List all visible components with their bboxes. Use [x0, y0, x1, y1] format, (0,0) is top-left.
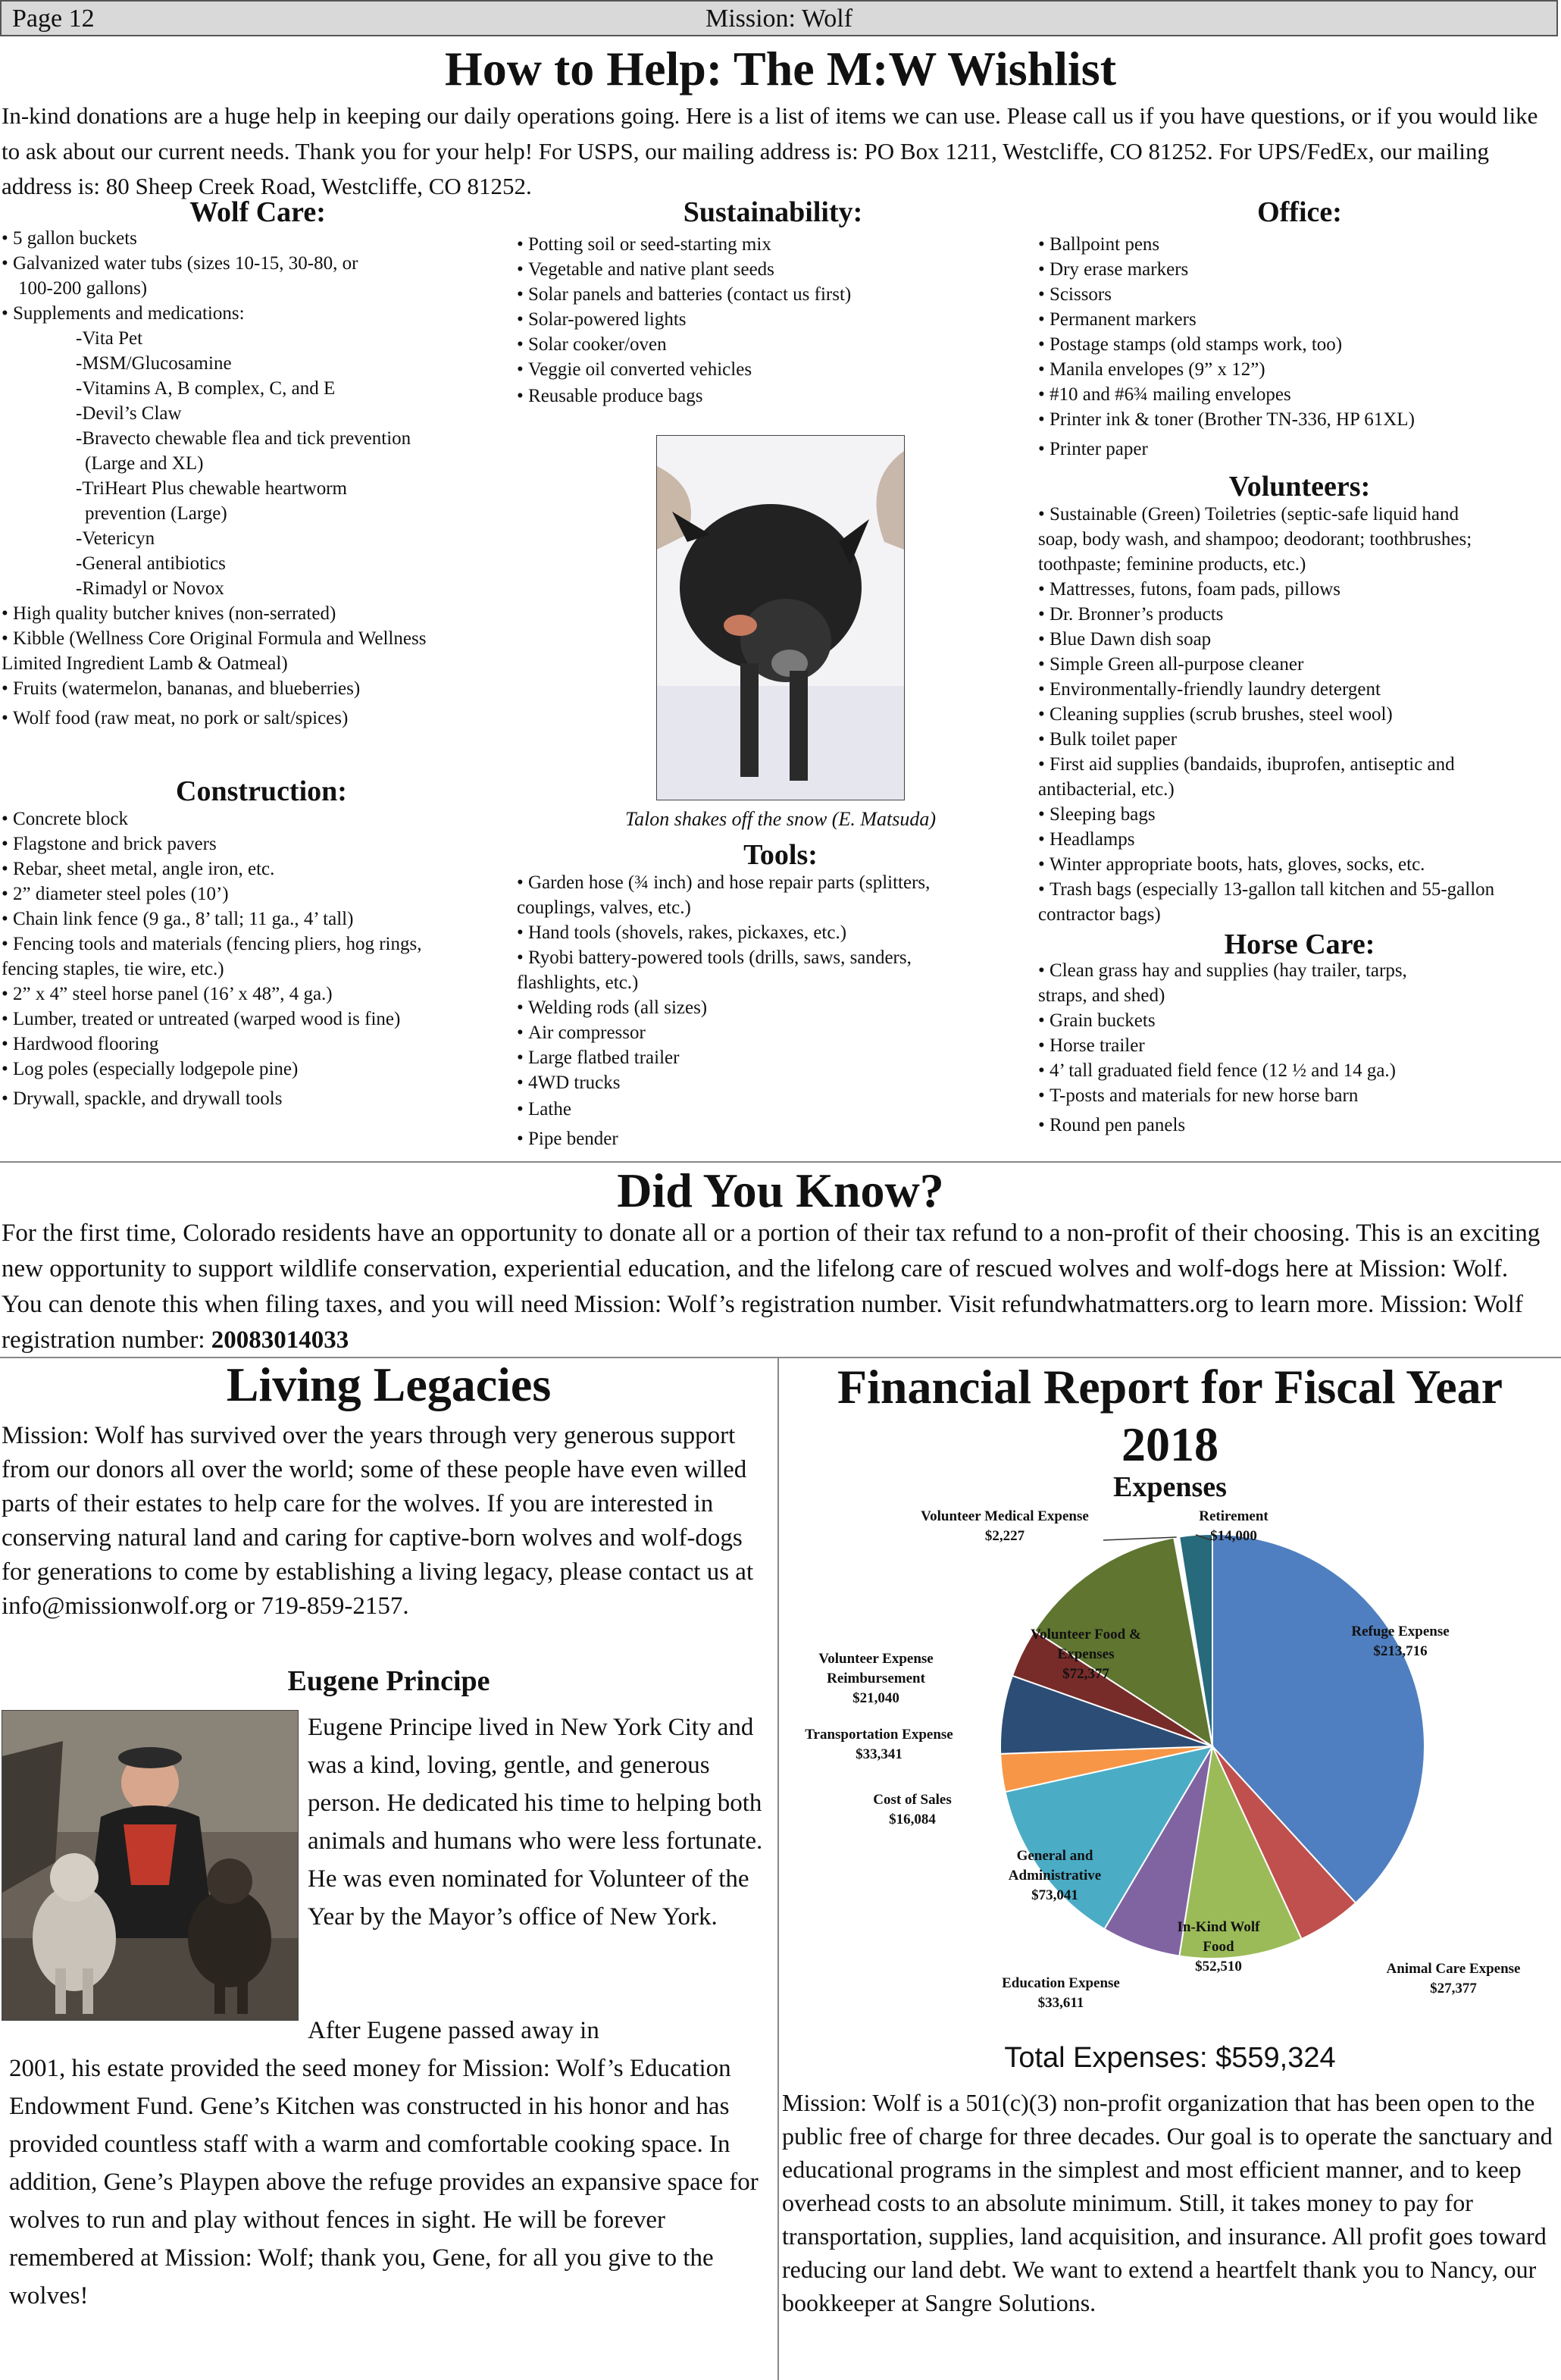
sustainability-title: Sustainability: [683, 196, 863, 228]
list-item: • Blue Dawn dish soap [1038, 627, 1561, 652]
list-item: • Clean grass hay and supplies (hay trailer, tarps, [1038, 958, 1561, 983]
list-item: contractor bags) [1038, 904, 1161, 925]
list-item: -Devil’s Claw [76, 403, 182, 424]
list-item: -General antibiotics [76, 553, 226, 574]
slice-category-label: Retirement [1199, 1508, 1269, 1524]
list-item: • Horse trailer [1038, 1033, 1561, 1058]
horse-care-list [1038, 958, 1561, 1138]
slice-category-label: Refuge Expense [1351, 1624, 1450, 1639]
wishlist-title: How to Help: The M:W Wishlist [444, 42, 1117, 96]
list-item: • Postage stamps (old stamps work, too) [1038, 332, 1561, 357]
did-you-know-title: Did You Know? [617, 1163, 944, 1217]
slice-category-label: Cost of Sales [873, 1792, 952, 1808]
list-item: • Rebar, sheet metal, angle iron, etc. [2, 856, 517, 882]
list-item: • Grain buckets [1038, 1008, 1561, 1033]
slice-value-label: $52,510 [1195, 1959, 1242, 1974]
list-item: • Manila envelopes (9” x 12”) [1038, 357, 1561, 382]
list-item: • Fruits (watermelon, bananas, and blueberries) [2, 676, 517, 701]
office-title: Office: [1257, 196, 1342, 228]
list-item: (Large and XL) [85, 453, 204, 474]
list-item: • Wolf food (raw meat, no pork or salt/spices) [2, 706, 517, 731]
list-item: -Rimadyl or Novox [76, 578, 224, 599]
eugene-paragraph-2: 2001, his estate provided the seed money for Mission: Wolf’s Education Endowment Fund. Gene’s Kitchen was constructed in his honor and has provided countless staff with a warm and comfortable cooking space. In addition, Gene’s Playpen above the refuge provides an expansive space for wolves to run and play without fences in sight. He will be forever remembered at Mission: Wolf; thank you, Gene, for all you give to the wolves! [9, 2055, 759, 2310]
slice-category-label: Volunteer Expense [818, 1651, 934, 1667]
list-item: • Mattresses, futons, foam pads, pillows [1038, 577, 1561, 602]
list-item: • Sleeping bags [1038, 802, 1561, 827]
financial-text: Mission: Wolf is a 501(c)(3) non-profit organization that has been open to the public free of charge for three decades. Our goal is to operate the sanctuary and educational programs in the simplest and most efficient manner, and to keep overhead costs to an absolute minimum. Still, it takes money to pay for transportation, supplies, land acquisition, and insurance. All profit goes toward reducing our land debt. We want to extend a heartfelt thank you to Nancy, our bookkeeper at Sangre Solutions. [782, 2089, 1553, 2316]
list-item: • Simple Green all-purpose cleaner [1038, 652, 1561, 677]
list-item: -TriHeart Plus chewable heartworm [76, 478, 348, 499]
slice-value-label: $16,084 [889, 1812, 936, 1827]
construction-list [2, 806, 517, 1111]
slice-category-label: Administrative [1008, 1868, 1102, 1884]
list-item: • Air compressor [517, 1020, 1032, 1045]
list-item: • 5 gallon buckets [2, 226, 517, 251]
volunteers-title: Volunteers: [1228, 471, 1371, 503]
list-item: • Solar panels and batteries (contact us first) [517, 282, 1032, 307]
sustainability-list [517, 232, 1032, 409]
list-item: • Large flatbed trailer [517, 1045, 1032, 1070]
list-item: -Vitamins A, B complex, C, and E [76, 378, 336, 399]
slice-value-label: $2,227 [984, 1528, 1025, 1544]
list-item: • Hand tools (shovels, rakes, pickaxes, etc.) [517, 920, 1032, 945]
list-item: • #10 and #6¾ mailing envelopes [1038, 382, 1561, 407]
financial-title-line2: 2018 [1121, 1417, 1218, 1471]
photo-caption: Talon shakes off the snow (E. Matsuda) [625, 808, 936, 830]
list-item: • Environmentally-friendly laundry detergent [1038, 677, 1561, 702]
list-item: • Reusable produce bags [517, 384, 1032, 409]
list-item: -Vita Pet [76, 328, 143, 349]
list-item: 100-200 gallons) [18, 278, 148, 299]
list-item: • High quality butcher knives (non-serrated) [2, 601, 517, 626]
list-item: • Solar-powered lights [517, 307, 1032, 332]
slice-category-label: Education Expense [1002, 1975, 1120, 1991]
slice-value-label: $21,040 [852, 1690, 899, 1706]
tools-title: Tools: [743, 839, 818, 871]
list-item: • Ballpoint pens [1038, 232, 1561, 257]
list-item: couplings, valves, etc.) [517, 897, 691, 918]
list-item: • Dry erase markers [1038, 257, 1561, 282]
list-item: • Vegetable and native plant seeds [517, 257, 1032, 282]
list-item: • 2” diameter steel poles (10’) [2, 882, 517, 907]
list-item: • Round pen panels [1038, 1113, 1561, 1138]
list-item: • Scissors [1038, 282, 1561, 307]
list-item: • Bulk toilet paper [1038, 727, 1561, 752]
slice-value-label: $72,377 [1062, 1666, 1109, 1682]
list-item: -Vetericyn [76, 528, 155, 549]
eugene-with-dogs-image [2, 1711, 298, 2020]
slice-value-label: $213,716 [1373, 1643, 1428, 1659]
list-item: • Ryobi battery-powered tools (drills, saws, sanders, [517, 945, 1032, 970]
list-item: • Concrete block [2, 806, 517, 831]
list-item: -MSM/Glucosamine [76, 353, 232, 374]
list-item: • Permanent markers [1038, 307, 1561, 332]
list-item: • Veggie oil converted vehicles [517, 357, 1032, 382]
list-item: • Galvanized water tubs (sizes 10-15, 30-80, or [2, 251, 517, 276]
list-item: • Garden hose (¾ inch) and hose repair parts (splitters, [517, 870, 1032, 895]
slice-value-label: $33,341 [856, 1746, 903, 1762]
tools-list [517, 870, 1032, 1151]
list-item: • Solar cooker/oven [517, 332, 1032, 357]
legacies-intro: Mission: Wolf has survived over the years through very generous support from our donors all over the world; some of these people have even willed parts of their estates to help care for the wolves. If you are interested in conserving natural land and caring for captive-born wolves and wolf-dogs for generations to come by establishing a living legacy, please contact us at info@missionwolf.org or 719-859-2157. [2, 1422, 754, 1620]
list-item: • T-posts and materials for new horse barn [1038, 1083, 1561, 1108]
chart-title: Expenses [1113, 1471, 1227, 1503]
list-item: • Hardwood flooring [2, 1032, 517, 1057]
list-item: • 4WD trucks [517, 1070, 1032, 1095]
slice-value-label: $14,000 [1210, 1528, 1257, 1544]
wishlist-intro: In-kind donations are a huge help in keeping our daily operations going. Here is a list of items we can use. Please call us if you have questions, or if you would like to ask about our current needs. Thank you for your help! For USPS, our mailing address is: PO Box 1211, Westcliffe, CO 81252. For UPS/FedEx, our mailing address is: 80 Sheep Creek Road, Westcliffe, CO 81252. [2, 102, 1538, 199]
eugene-paragraph-1: Eugene Principe lived in New York City and was a kind, loving, gentle, and generous person. He dedicated his time to helping both animals and humans who were less fortunate. He was even nominated for Volunteer of the Year by the Mayor’s office of New York. [308, 1714, 763, 1931]
eugene-photo [2, 1710, 299, 2021]
registration-number: 20083014033 [211, 1326, 349, 1354]
list-item: soap, body wash, and shampoo; deodorant; toothbrushes; [1038, 529, 1472, 550]
list-item: • Pipe bender [517, 1126, 1032, 1151]
slice-value-label: $33,611 [1037, 1995, 1084, 2011]
list-item: • Dr. Bronner’s products [1038, 602, 1561, 627]
office-list [1038, 232, 1561, 462]
list-item: Limited Ingredient Lamb & Oatmeal) [2, 653, 288, 674]
horse-care-title: Horse Care: [1224, 929, 1375, 960]
construction-title: Construction: [176, 775, 347, 807]
slice-category-label: Transportation Expense [805, 1727, 953, 1743]
list-item: prevention (Large) [85, 503, 227, 524]
list-item: • Printer ink & toner (Brother TN-336, HP 61XL) [1038, 407, 1561, 432]
page-number: Page 12 [12, 5, 95, 33]
slice-category-label: Volunteer Medical Expense [921, 1508, 1089, 1524]
list-item: • Cleaning supplies (scrub brushes, steel wool) [1038, 702, 1561, 727]
volunteers-list [1038, 502, 1561, 927]
list-item: • Supplements and medications: [2, 301, 517, 326]
slice-value-label: $73,041 [1031, 1887, 1078, 1903]
slice-category-label: Food [1203, 1939, 1234, 1955]
slice-category-label: General and [1016, 1848, 1093, 1864]
list-item: • Potting soil or seed-starting mix [517, 232, 1032, 257]
list-item: antibacterial, etc.) [1038, 779, 1175, 800]
eugene-paragraph-2-start: After Eugene passed away in [308, 2017, 599, 2044]
list-item: • Welding rods (all sizes) [517, 995, 1032, 1020]
list-item: • Lumber, treated or untreated (warped wood is fine) [2, 1007, 517, 1032]
publication-name: Mission: Wolf [705, 5, 853, 33]
did-you-know-text [2, 1216, 1547, 1358]
list-item: • Headlamps [1038, 827, 1561, 852]
wolf-care-title: Wolf Care: [189, 196, 326, 228]
section-divider [0, 1161, 1561, 1163]
financial-title-line1: Financial Report for Fiscal Year [837, 1360, 1503, 1414]
list-item: • Drywall, spackle, and drywall tools [2, 1086, 517, 1111]
list-item: -Bravecto chewable flea and tick prevention [76, 428, 411, 449]
total-expenses: Total Expenses: $559,324 [1004, 2042, 1336, 2074]
expenses-pie-chart [779, 1470, 1561, 2046]
wolf-care-list [2, 226, 517, 731]
list-item: • 2” x 4” steel horse panel (16’ x 48”, 4 ga.) [2, 982, 517, 1007]
financial-title [779, 1358, 1561, 1473]
list-item: straps, and shed) [1038, 985, 1165, 1006]
list-item: fencing staples, tie wire, etc.) [2, 959, 224, 979]
list-item: • Printer paper [1038, 437, 1561, 462]
did-you-know-body: For the first time, Colorado residents have an opportunity to donate all or a portion of their tax refund to a non-profit of their choosing. This is an exciting new opportunity to support wildlife conservation, experiential education, and the lifelong care of rescued wolves and wolf-dogs here at Mission: Wolf. You can denote this when filing taxes, and you will need Mission: Wolf’s registration number. Visit refundwhatmatters.org to learn more. Mission: Wolf registration number: [2, 1220, 1541, 1354]
list-item: • Flagstone and brick pavers [2, 831, 517, 856]
list-item: • 4’ tall graduated field fence (12 ½ and 14 ga.) [1038, 1058, 1561, 1083]
list-item: • Trash bags (especially 13-gallon tall kitchen and 55-gallon [1038, 877, 1561, 902]
list-item: • First aid supplies (bandaids, ibuprofen, antiseptic and [1038, 752, 1561, 777]
legacies-title: Living Legacies [226, 1358, 552, 1411]
slice-category-label: Expenses [1057, 1646, 1115, 1662]
list-item: • Kibble (Wellness Core Original Formula and Wellness [2, 626, 517, 651]
eugene-subtitle: Eugene Principe [287, 1665, 490, 1697]
list-item: toothpaste; feminine products, etc.) [1038, 554, 1306, 575]
slice-value-label: $27,377 [1430, 1981, 1477, 1996]
list-item: • Log poles (especially lodgepole pine) [2, 1057, 517, 1082]
page-header [0, 0, 1558, 36]
list-item: • Fencing tools and materials (fencing pliers, hog rings, [2, 932, 517, 957]
wolf-in-snow-image [657, 436, 904, 800]
list-item: flashlights, etc.) [517, 972, 639, 993]
list-item: • Sustainable (Green) Toiletries (septic-safe liquid hand [1038, 502, 1561, 527]
slice-category-label: In-Kind Wolf [1177, 1919, 1260, 1935]
list-item: • Lathe [517, 1097, 1032, 1122]
slice-category-label: Reimbursement [827, 1671, 925, 1686]
slice-category-label: Animal Care Expense [1386, 1961, 1521, 1977]
slice-category-label: Volunteer Food & [1031, 1627, 1141, 1643]
list-item: • Chain link fence (9 ga., 8’ tall; 11 ga., 4’ tall) [2, 907, 517, 932]
list-item: • Winter appropriate boots, hats, gloves, socks, etc. [1038, 852, 1561, 877]
wolf-photo [656, 435, 905, 800]
